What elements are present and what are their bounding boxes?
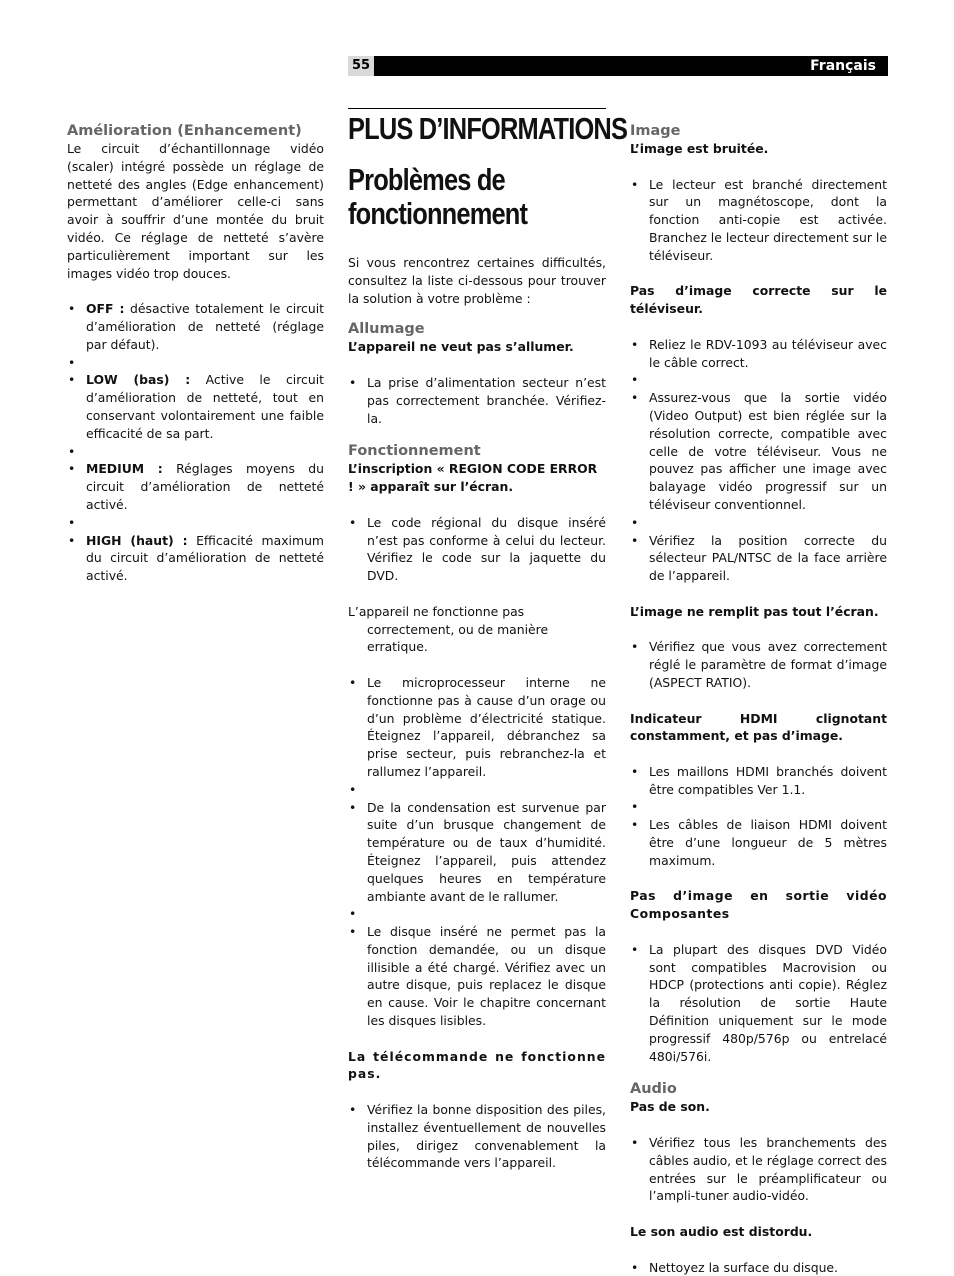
list-item: • Le disque inséré ne permet pas la fonction demandée, ou un disque illisible a été chargé. Vérifiez avec un autre disque, puis replacez le disque en cause. Voir le chapitre concernant les disques lisibles. [348, 923, 606, 1030]
option-term: HIGH (haut) : [86, 532, 188, 548]
enhancement-intro: Le circuit d’échantillonnage vidéo (scaler) intégré possède un réglage de netteté des angles (Edge enhancement) permettant d’améliorer celle-ci sans avoir à souffrir d’une montée du bruit vidéo. Ce réglage de netteté s’avère particulièrement important sur les images vidéo trop douces. [67, 141, 324, 281]
subtitle-line1: Problèmes de [348, 162, 505, 197]
audio-question-2: Le son audio est distordu. [630, 1224, 813, 1240]
fonctionnement-question: L’inscription « REGION CODE ERROR ! » apparaît sur l’écran. [348, 461, 598, 495]
title-rule [348, 108, 606, 109]
option-term: OFF : [86, 301, 125, 317]
image-question-3: L’image ne remplit pas tout l’écran. [630, 603, 879, 619]
option-high [67, 532, 324, 585]
column-image-audio [630, 123, 887, 1276]
option-low [67, 371, 324, 442]
option-term: LOW (bas) : [86, 372, 191, 388]
list-item: • Vérifiez la bonne disposition des piles, installez éventuellement de nouvelles piles, dirigez convenablement la télécommande vers l’appareil. [348, 1101, 606, 1172]
image-question-5: Pas d’image en sortie vidéo Composantes [630, 888, 887, 922]
list-item: • Les câbles de liaison HDMI doivent être d’une longueur de 5 mètres maximum. [630, 816, 887, 869]
language-label: Français [810, 58, 876, 74]
option-text: Réglages moyens du circuit d’amélioration de netteté activé. [86, 461, 324, 512]
page-header-bar [348, 56, 888, 76]
enhancement-options [67, 300, 324, 585]
fonctionnement-question2: L’appareil ne fonctionne pas correctement, ou de manière erratique. [348, 603, 549, 655]
subtitle-line2: fonctionnement [348, 196, 528, 231]
image-title: Image [630, 123, 681, 139]
option-medium [67, 460, 324, 513]
option-off [67, 300, 324, 353]
option-term: MEDIUM : [86, 461, 163, 477]
option-text: Efficacité maximum du circuit d’amélioration de netteté activé. [86, 532, 324, 584]
list-item: • Les maillons HDMI branchés doivent être compatibles Ver 1.1. [630, 763, 887, 799]
image-question-4: Indicateur HDMI clignotant constamment, et pas d’image. [630, 710, 887, 744]
page-number: 55 [348, 56, 374, 76]
list-item: • Nettoyez la surface du disque. [630, 1259, 887, 1276]
page-title: PLUS D’INFORMATIONS [348, 111, 628, 146]
option-text: désactive totalement le circuit d’amélioration de netteté (réglage par défaut). [86, 301, 324, 352]
fonctionnement-title: Fonctionnement [348, 443, 481, 460]
column-troubleshooting [348, 108, 628, 1172]
list-item: • Vérifiez que vous avez correctement réglé le paramètre de format d’image (ASPECT RATIO). [630, 638, 887, 691]
list-item: • Le lecteur est branché directement sur un magnétoscope, dont la fonction anti-copie est activée. Branchez le lecteur directement sur le téléviseur. [630, 176, 887, 265]
audio-question-1: Pas de son. [630, 1099, 710, 1115]
list-item: • Le microprocesseur interne ne fonctionne pas à cause d’un orage ou d’un problème d’électricité statique. Éteignez l’appareil, débranchez sa prise secteur, puis rebranchez-la et rallumez l’appareil. [348, 674, 606, 781]
list-item: • Le code régional du disque inséré n’est pas conforme à celui du lecteur. Vérifiez le code sur la jaquette du DVD. [348, 514, 606, 585]
image-question-1: L’image est bruitée. [630, 141, 769, 156]
image-question-2: Pas d’image correcte sur le téléviseur. [630, 283, 887, 317]
list-item: • De la condensation est survenue par suite d’un brusque changement de température ou de taux d’humidité. Éteignez l’appareil, puis attendez quelques heures en température ambiante avant de le rallumer. [348, 799, 606, 906]
allumage-title: Allumage [348, 321, 425, 338]
list-item: • Assurez-vous que la sortie vidéo (Video Output) est bien réglée sur la résolution correcte, compatible avec celle de votre téléviseur. Vous ne pouvez pas afficher une image avec balayage vidéo progressif sur un téléviseur conventionnel. [630, 389, 887, 514]
option-text: Active le circuit d’amélioration de netteté, tout en conservant volontairement une faible efficacité de sa part. [86, 372, 324, 441]
list-item: • Vérifiez tous les branchements des câbles audio, et le réglage correct des entrées sur le préamplificateur ou l’ampli-tuner audio-vidéo. [630, 1134, 887, 1205]
enhancement-title: Amélioration (Enhancement) [67, 123, 302, 139]
column-enhancement [67, 123, 324, 585]
troubleshooting-intro: Si vous rencontrez certaines difficultés, consultez la liste ci-dessous pour trouver la solution à votre problème : [348, 255, 606, 306]
list-item: • Vérifiez la position correcte du sélecteur PAL/NTSC de la face arrière de l’appareil. [630, 532, 887, 585]
allumage-question: L’appareil ne veut pas s’allumer. [348, 339, 574, 355]
audio-title: Audio [630, 1081, 677, 1098]
list-item: • La plupart des disques DVD Vidéo sont compatibles Macrovision ou HDCP (protections anti copie). Réglez la résolution de sortie Haute Définition uniquement sur le mode progressif 480p/576p ou entrelacé 480i/576i. [630, 941, 887, 1066]
list-item: • Reliez le RDV-1093 au téléviseur avec le câble correct. [630, 336, 887, 372]
list-item: • La prise d’alimentation secteur n’est pas correctement branchée. Vérifiez-la. [348, 374, 606, 427]
fonctionnement-question3: La télécommande ne fonctionne pas. [348, 1048, 606, 1082]
